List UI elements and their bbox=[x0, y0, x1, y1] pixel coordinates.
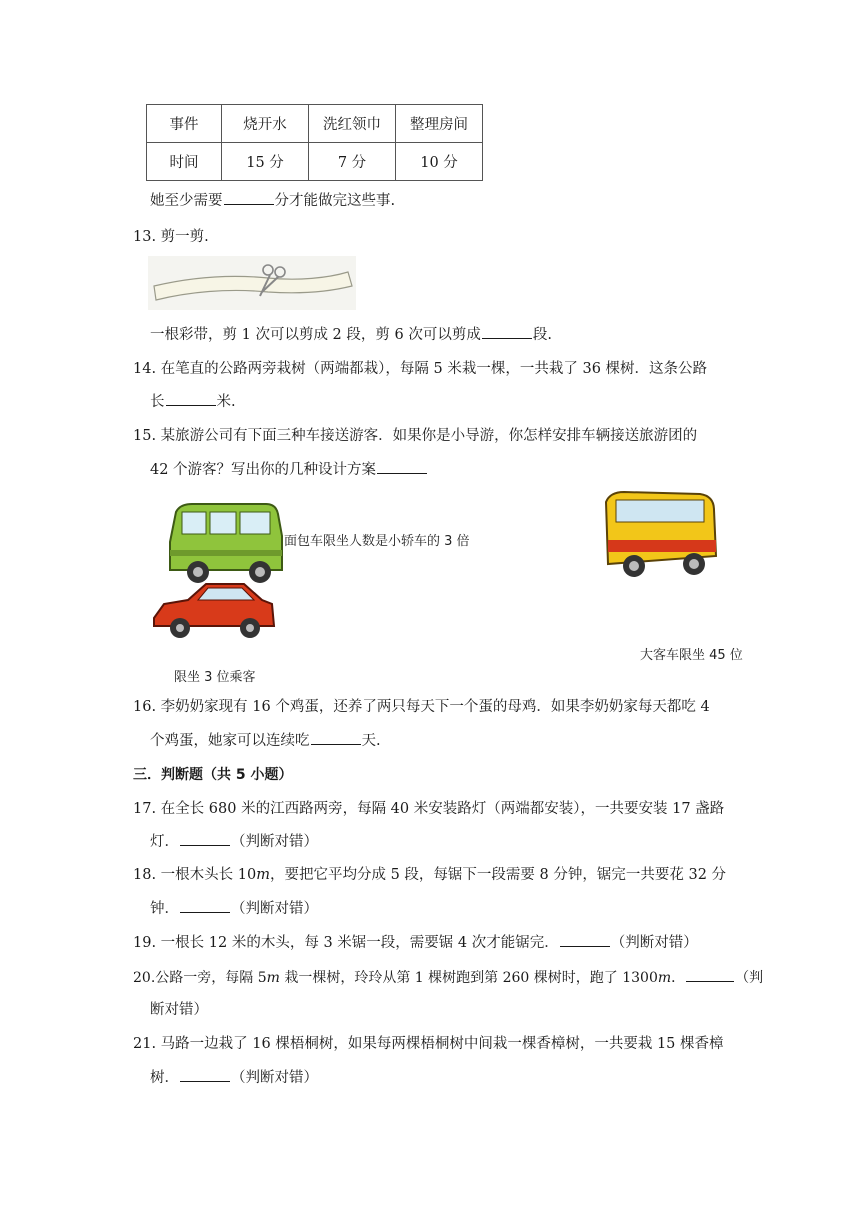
answer-blank[interactable] bbox=[180, 898, 230, 913]
q17-text-b: （判断对错） bbox=[231, 834, 318, 850]
q16-text-a: 个鸡蛋，她家可以连续吃 bbox=[150, 733, 310, 749]
table-row bbox=[147, 143, 483, 181]
q20-text-c: ． bbox=[671, 970, 686, 986]
q15-text: 某旅游公司有下面三种车接送游客．如果你是小导游，你怎样安排车辆接送旅游团的 bbox=[160, 428, 698, 444]
question-number: 20. bbox=[133, 970, 156, 986]
answer-blank[interactable] bbox=[377, 459, 427, 474]
q18-line1 bbox=[133, 865, 726, 885]
answer-blank[interactable] bbox=[180, 831, 230, 846]
q15-text-2: 42 个游客？写出你的几种设计方案 bbox=[150, 462, 377, 478]
question-number: 14. bbox=[133, 361, 157, 377]
q20-line2 bbox=[150, 1000, 208, 1020]
q15-line1 bbox=[133, 426, 697, 446]
q21-text-a: 树． bbox=[150, 1070, 179, 1086]
q21-text-b: （判断对错） bbox=[231, 1070, 318, 1086]
q20-text-a: 公路一旁，每隔 5 bbox=[155, 970, 267, 986]
q19-line bbox=[133, 932, 698, 953]
table-cell: 7 分 bbox=[309, 143, 396, 181]
answer-blank[interactable] bbox=[482, 324, 532, 339]
question-number: 13. bbox=[133, 229, 157, 245]
q13-title bbox=[133, 227, 209, 247]
q14-text-a: 长 bbox=[150, 394, 165, 410]
q18-text-b: ，要把它平均分成 5 段，每锯下一段需要 8 分钟，锯完一共要花 32 分 bbox=[269, 867, 727, 883]
q20-line1 bbox=[133, 967, 763, 988]
q14-line1 bbox=[133, 359, 707, 379]
bus-label: 大客车限坐 45 位 bbox=[640, 648, 743, 663]
q17-line2 bbox=[150, 831, 318, 852]
q20-text-b: 栽一棵树，玲玲从第 1 棵树跑到第 260 棵树时，跑了 1300 bbox=[279, 970, 658, 986]
ribbon-scissors-image bbox=[148, 256, 356, 310]
q13-text: 剪一剪. bbox=[160, 229, 209, 245]
q21-text: 马路一边栽了 16 棵梧桐树，如果每两棵梧桐树中间栽一棵香樟树，一共要栽 15 棵香樟 bbox=[160, 1036, 724, 1052]
car-label: 限坐 3 位乘客 bbox=[174, 670, 256, 685]
unit-m: m bbox=[266, 970, 280, 986]
table-cell: 事件 bbox=[147, 105, 222, 143]
q18-text-c: 钟． bbox=[150, 901, 179, 917]
q21-line1 bbox=[133, 1034, 724, 1054]
unit-m: m bbox=[657, 970, 672, 986]
table-cell: 时间 bbox=[147, 143, 222, 181]
table-cell: 烧开水 bbox=[222, 105, 309, 143]
q12-text-b: 分才能做完这些事. bbox=[274, 193, 396, 209]
q20-text-e: 断对错） bbox=[150, 1002, 208, 1018]
q13-text-b: 段. bbox=[532, 327, 552, 343]
sedan-icon bbox=[154, 584, 274, 638]
question-number: 15. bbox=[133, 428, 157, 444]
q13-answer-line bbox=[150, 324, 552, 345]
answer-blank[interactable] bbox=[686, 967, 734, 982]
answer-blank[interactable] bbox=[560, 932, 610, 947]
q18-line2 bbox=[150, 898, 318, 919]
vehicles-illustration bbox=[148, 486, 750, 685]
question-number: 17. bbox=[133, 801, 157, 817]
chores-time-table bbox=[146, 104, 483, 181]
section-heading: 三．判断题（共 5 小题） bbox=[133, 767, 293, 783]
q20-text-d: （判 bbox=[735, 970, 764, 986]
q21-line2 bbox=[150, 1067, 318, 1088]
bus-icon bbox=[606, 492, 716, 577]
question-number: 19. bbox=[133, 935, 157, 951]
table-cell: 洗红领巾 bbox=[309, 105, 396, 143]
q18-text-d: （判断对错） bbox=[231, 901, 318, 917]
q19-text: 一根长 12 米的木头，每 3 米锯一段，需要锯 4 次才能锯完． bbox=[160, 935, 559, 951]
q14-text: 在笔直的公路两旁栽树（两端都栽），每隔 5 米栽一棵，一共栽了 36 棵树．这条公路 bbox=[160, 361, 708, 377]
q16-line2 bbox=[150, 730, 381, 751]
q17-text: 在全长 680 米的江西路两旁，每隔 40 米安装路灯（两端都安装），一共要安装 17 盏路 bbox=[160, 801, 725, 817]
question-number: 21. bbox=[133, 1036, 157, 1052]
answer-blank[interactable] bbox=[224, 190, 274, 205]
table-cell: 10 分 bbox=[396, 143, 483, 181]
van-label: 面包车限坐人数是小轿车的 3 倍 bbox=[284, 534, 470, 549]
table-cell: 15 分 bbox=[222, 143, 309, 181]
q13-text-a: 一根彩带，剪 1 次可以剪成 2 段，剪 6 次可以剪成 bbox=[150, 327, 481, 343]
question-number: 18. bbox=[133, 867, 157, 883]
question-number: 16. bbox=[133, 699, 157, 715]
q17-text-a: 灯． bbox=[150, 834, 179, 850]
q14-line2 bbox=[150, 391, 236, 412]
q15-line2 bbox=[150, 459, 428, 480]
q17-line1 bbox=[133, 799, 724, 819]
unit-m: m bbox=[256, 867, 270, 883]
q16-text-b: 天. bbox=[361, 733, 381, 749]
answer-blank[interactable] bbox=[166, 391, 216, 406]
table-row bbox=[147, 105, 483, 143]
q12-text-a: 她至少需要 bbox=[150, 193, 223, 209]
answer-blank[interactable] bbox=[311, 730, 361, 745]
q16-line1 bbox=[133, 697, 710, 717]
answer-blank[interactable] bbox=[180, 1067, 230, 1082]
q18-text-a: 一根木头长 10 bbox=[160, 867, 257, 883]
table-cell: 整理房间 bbox=[396, 105, 483, 143]
q12-answer-line bbox=[150, 190, 395, 211]
q14-text-b: 米. bbox=[216, 394, 236, 410]
minivan-icon bbox=[170, 504, 282, 583]
q19-text-b: （判断对错） bbox=[610, 935, 698, 951]
q16-text: 李奶奶家现有 16 个鸡蛋，还养了两只每天下一个蛋的母鸡．如果李奶奶家每天都吃 4 bbox=[160, 699, 710, 715]
